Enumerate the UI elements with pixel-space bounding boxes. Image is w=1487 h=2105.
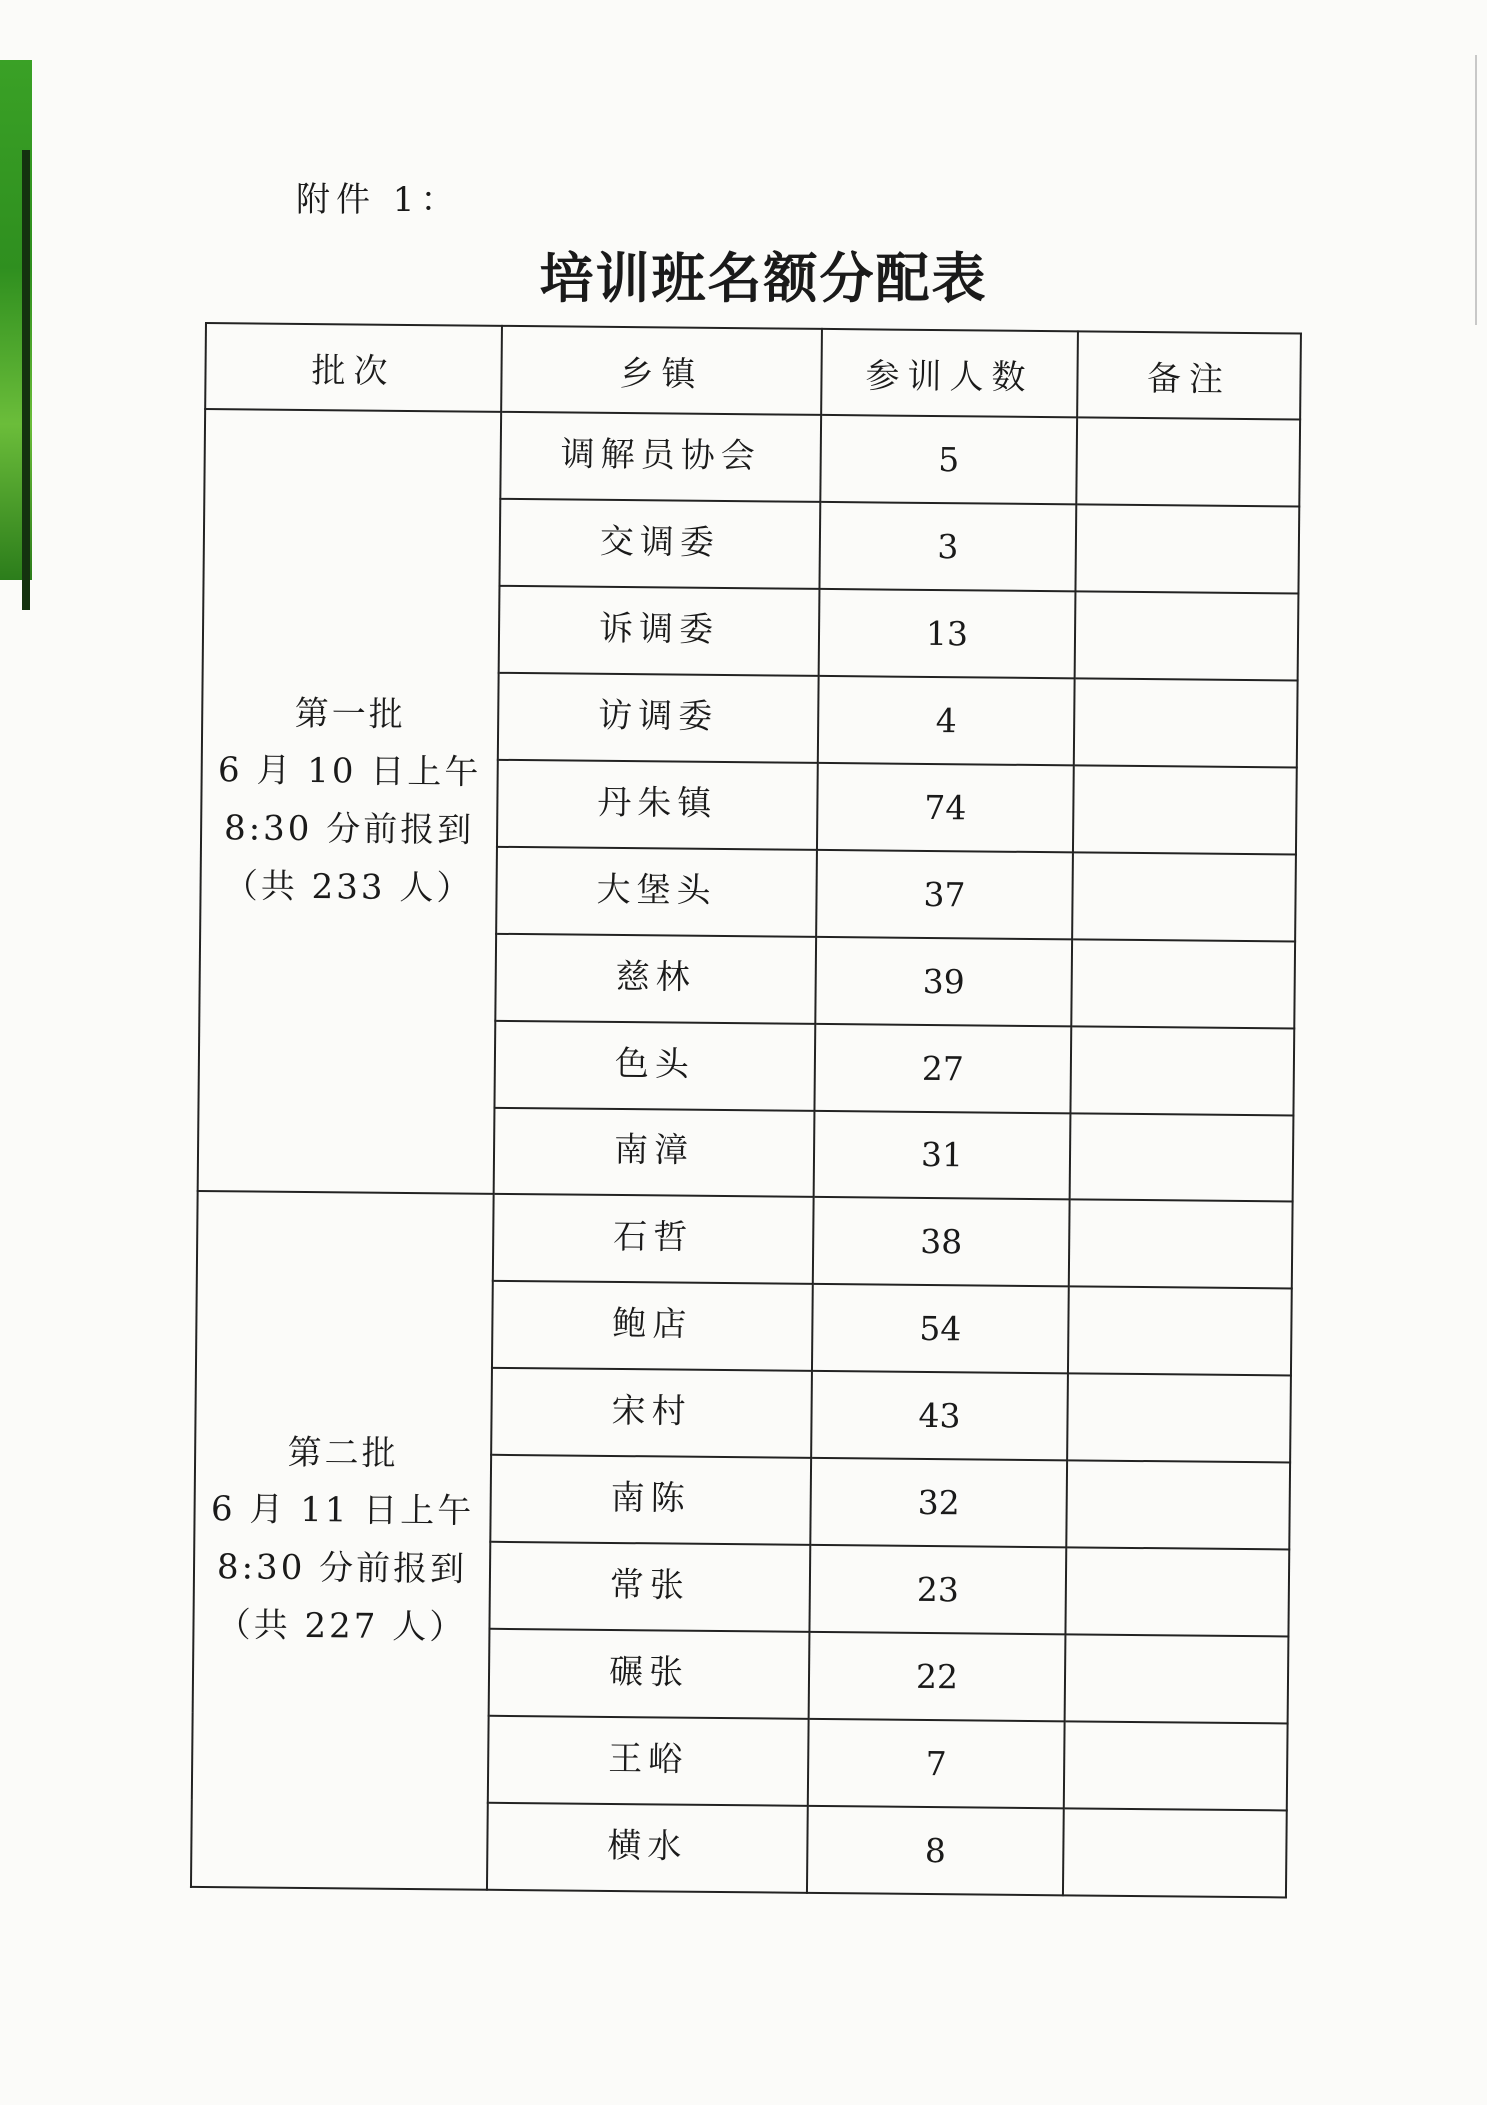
remark-cell (1065, 1548, 1289, 1637)
count-cell: 4 (818, 676, 1075, 765)
town-cell: 鲍店 (492, 1281, 813, 1371)
remark-cell (1072, 852, 1296, 941)
remark-cell (1070, 1026, 1294, 1115)
count-cell: 43 (811, 1371, 1068, 1460)
batch-name: 第一批 (294, 693, 406, 735)
town-cell: 宋村 (491, 1368, 812, 1458)
attachment-label: 附件 1： (296, 180, 461, 220)
town-cell: 王峪 (488, 1716, 809, 1806)
header-count: 参训人数 (821, 329, 1078, 417)
scan-edge-shadow (22, 150, 30, 610)
remark-cell (1071, 939, 1295, 1028)
remark-cell (1064, 1721, 1288, 1810)
count-cell: 27 (814, 1023, 1071, 1112)
count-cell: 32 (810, 1458, 1067, 1547)
town-cell: 横水 (487, 1803, 808, 1893)
count-cell: 39 (815, 937, 1072, 1026)
remark-cell (1073, 765, 1297, 854)
remark-cell (1069, 1200, 1293, 1289)
batch-total: （共 227 人） (216, 1605, 467, 1648)
batch-cell (198, 409, 501, 1194)
table-body (191, 409, 1300, 1897)
remark-cell (1063, 1808, 1287, 1897)
count-cell: 31 (814, 1110, 1071, 1199)
remark-cell (1076, 417, 1300, 506)
remark-cell (1075, 504, 1299, 593)
count-cell: 5 (820, 415, 1077, 504)
count-cell: 38 (813, 1197, 1070, 1286)
remark-cell (1070, 1113, 1294, 1202)
batch-date: 6 月 11 日上午 (210, 1489, 475, 1533)
count-cell: 3 (819, 502, 1076, 591)
table-row (197, 1191, 1293, 1288)
batch-time: 8:30 分前报到 (223, 808, 475, 851)
town-cell: 调解员协会 (500, 412, 821, 502)
town-cell: 常张 (489, 1542, 810, 1632)
remark-cell (1067, 1374, 1291, 1463)
batch-cell (191, 1191, 494, 1889)
town-cell: 南陈 (490, 1455, 811, 1545)
count-cell: 23 (809, 1545, 1066, 1634)
batch-date: 6 月 10 日上午 (217, 750, 482, 794)
town-cell: 石哲 (493, 1194, 814, 1284)
header-town: 乡镇 (501, 326, 822, 415)
count-cell: 74 (817, 763, 1074, 852)
header-remark: 备注 (1077, 331, 1301, 419)
header-batch: 批次 (205, 323, 502, 412)
count-cell: 7 (808, 1719, 1065, 1808)
document-title: 培训班名额分配表 (539, 246, 988, 310)
remark-cell (1074, 678, 1298, 767)
count-cell: 13 (819, 589, 1076, 678)
table-header-row (205, 323, 1301, 420)
remark-cell (1066, 1461, 1290, 1550)
batch-name: 第二批 (287, 1432, 399, 1474)
count-cell: 22 (809, 1632, 1066, 1721)
remark-cell (1068, 1287, 1292, 1376)
town-cell: 诉调委 (499, 586, 820, 676)
remark-cell (1075, 591, 1299, 680)
batch-total: （共 233 人） (223, 866, 474, 909)
scan-edge-strip (0, 60, 32, 580)
town-cell: 大堡头 (496, 847, 817, 937)
count-cell: 54 (812, 1284, 1069, 1373)
batch-time: 8:30 分前报到 (216, 1547, 468, 1590)
town-cell: 交调委 (499, 499, 820, 589)
town-cell: 丹朱镇 (497, 760, 818, 850)
town-cell: 碾张 (489, 1629, 810, 1719)
table-row (204, 409, 1300, 506)
town-cell: 访调委 (498, 673, 819, 763)
town-cell: 色头 (494, 1020, 815, 1110)
quota-table-container (190, 322, 1300, 1898)
town-cell: 南漳 (494, 1107, 815, 1197)
quota-table (190, 322, 1302, 1898)
count-cell: 37 (816, 850, 1073, 939)
count-cell: 8 (807, 1806, 1064, 1895)
town-cell: 慈林 (495, 933, 816, 1023)
remark-cell (1065, 1634, 1289, 1723)
